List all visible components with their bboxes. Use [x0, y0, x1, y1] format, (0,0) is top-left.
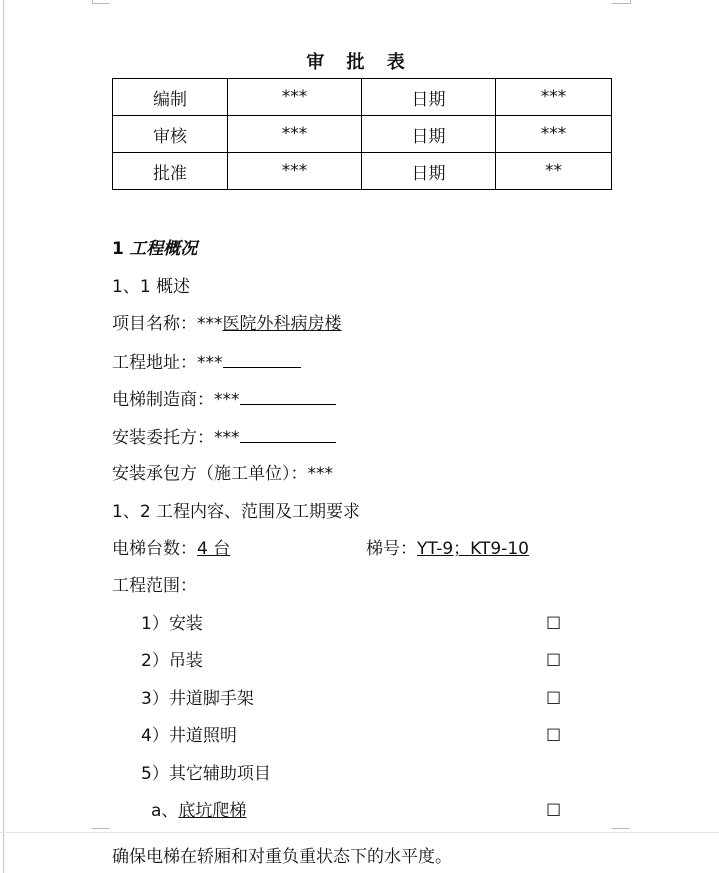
elevator-count-value: 4 台 — [197, 539, 231, 559]
manufacturer-label: 电梯制造商：*** — [112, 390, 240, 410]
address-line — [112, 351, 301, 374]
scope-label: 工程范围： — [112, 576, 197, 596]
section-heading — [112, 238, 197, 260]
elevator-number-value: YT-9；KT9-10 — [417, 539, 529, 559]
table-cell: 审核 — [113, 116, 228, 153]
table-row — [113, 153, 612, 190]
scope-item: 3）井道脚手架 — [141, 689, 254, 709]
table-cell: *** — [496, 79, 612, 116]
section-title: 工程概况 — [129, 239, 198, 259]
scope-item: 4）井道照明 — [141, 726, 237, 746]
checkbox-icon[interactable]: ☐ — [546, 801, 562, 821]
approval-table — [112, 78, 612, 190]
next-page-text: 确保电梯在轿厢和对重负重状态下的水平度。 — [112, 847, 452, 867]
scope-item: 5）其它辅助项目 — [141, 764, 271, 784]
document-title: 审 批 表 — [306, 52, 413, 73]
checkbox-icon[interactable]: ☐ — [546, 651, 562, 671]
subsection-overview: 1、1 概述 — [112, 277, 191, 297]
contractor-line: 安装承包方（施工单位）：*** — [112, 464, 333, 484]
table-cell: ** — [496, 153, 612, 190]
checkbox-icon[interactable]: ☐ — [546, 726, 562, 746]
project-name-label: 项目名称：*** — [112, 314, 223, 334]
table-cell: *** — [228, 79, 362, 116]
table-cell: 日期 — [362, 153, 496, 190]
elevator-count-label: 电梯台数： — [112, 539, 197, 559]
elevator-number-label: 梯号： — [366, 539, 417, 559]
subsection-scope: 1、2 工程内容、范围及工期要求 — [112, 502, 361, 522]
section-number: 1 — [112, 239, 124, 259]
table-cell: 日期 — [362, 116, 496, 153]
sub-item-text: 底坑爬梯 — [178, 801, 247, 821]
table-cell: 日期 — [362, 79, 496, 116]
elevator-number-line — [366, 538, 529, 560]
table-row — [113, 116, 612, 153]
address-label: 工程地址：*** — [112, 353, 223, 373]
elevator-count-line — [112, 538, 230, 560]
sub-item-line — [151, 800, 246, 822]
project-name-line — [112, 313, 342, 335]
table-cell: *** — [228, 116, 362, 153]
project-name-value: 医院外科病房楼 — [222, 314, 342, 334]
manufacturer-line — [112, 388, 336, 411]
table-cell: 编制 — [113, 79, 228, 116]
table-cell: 批准 — [113, 153, 228, 190]
scope-item: 1）安装 — [141, 614, 203, 634]
table-cell: *** — [496, 116, 612, 153]
client-blank[interactable] — [240, 426, 336, 443]
address-blank[interactable] — [223, 351, 301, 368]
manufacturer-blank[interactable] — [240, 388, 336, 405]
client-label: 安装委托方：*** — [112, 428, 240, 448]
checkbox-icon[interactable]: ☐ — [546, 614, 562, 634]
sub-item-prefix: a、 — [151, 801, 179, 821]
scope-item: 2）吊装 — [141, 651, 203, 671]
checkbox-icon[interactable]: ☐ — [546, 689, 562, 709]
table-cell: *** — [228, 153, 362, 190]
client-line — [112, 426, 336, 449]
table-row — [113, 79, 612, 116]
